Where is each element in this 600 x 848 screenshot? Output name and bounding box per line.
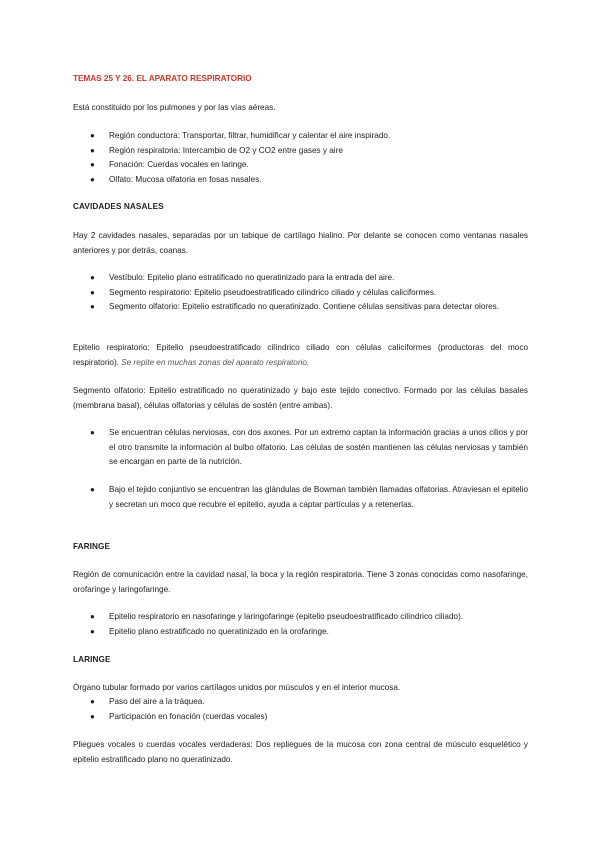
bullet-icon: ● — [90, 626, 95, 636]
list-item: ● Vestíbulo: Epitelio plano estratificado no queratinizado para la entrada del aire. — [73, 271, 528, 286]
bullet-icon: ● — [90, 428, 95, 437]
bullet-icon: ● — [90, 697, 95, 706]
bullet-icon: ● — [90, 273, 95, 282]
cavidades-list — [73, 271, 528, 315]
bullet-icon: ● — [90, 145, 95, 155]
olfatorio-paragraph: Segmento olfatorio: Epitelio estratificado no queratinizado y bajo este tejido conectivo. Formado por las células basales (membrana basal), células olfatorias y células de sostén (entre ambas). — [73, 386, 528, 410]
faringe-paragraph: Región de comunicación entre la cavidad nasal, la boca y la región respiratoria. Tiene 3 zonas conocidas como nasofaringe, orofaringe y laringofaringe. — [73, 570, 528, 594]
list-item: ● Región conductora: Transportar, filtrar, humidificar y calentar el aire inspirado. — [73, 129, 528, 144]
cavidades-paragraph: Hay 2 cavidades nasales, separadas por un tabique de cartílago hialino. Por delante se conocen como ventanas nasales anteriores y por detrás, coanas. — [73, 231, 528, 255]
laringe-list — [73, 695, 528, 724]
list-item: ● Paso del aire a la tráquea. — [73, 695, 528, 710]
olfatorio-list-b — [73, 483, 528, 512]
bullet-icon: ● — [90, 711, 95, 721]
bullet-icon: ● — [90, 302, 95, 311]
bullet-icon: ● — [90, 612, 95, 621]
list-item: ● Región respiratoria: Intercambio de O2 y CO2 entre gases y aire — [73, 144, 528, 159]
epitelio-paragraph: Epitelio respiratorio: Epitelio pseudoestratificado cilíndrico ciliado con células caliciformes (productoras del moco respiratorio). Se repite en muchas zonas del aparato respiratorio. — [73, 343, 528, 367]
list-item: ● Epitelio respiratorio en nasofaringe y laringofaringe (epitelio pseudoestratificado cilíndrico ciliado). — [73, 610, 528, 625]
list-item: ● Epitelio plano estratificado no queratinizado en la orofaringe. — [73, 625, 528, 640]
list-item: ● Participación en fonación (cuerdas vocales) — [73, 710, 528, 725]
section-heading-faringe: FARINGE — [73, 542, 111, 551]
section-heading-laringe: LARINGE — [73, 655, 111, 664]
list-item: ● Bajo el tejido conjuntivo se encuentran las glándulas de Bowman también llamadas olfatorias. Atraviesan el epitelio y secretan un moco que recubre el epitelio, ayuda a captar partículas y a retenerlas. — [90, 485, 528, 509]
bullet-icon: ● — [90, 485, 95, 494]
section-heading-cavidades: CAVIDADES NASALES — [73, 202, 164, 211]
list-item: ● Olfato: Mucosa olfatoria en fosas nasales. — [73, 173, 528, 188]
epitelio-note: Se repite en muchas zonas del aparato respiratorio. — [121, 357, 310, 367]
bullet-icon: ● — [90, 131, 95, 140]
bullet-icon: ● — [90, 160, 95, 169]
intro-list — [73, 129, 528, 187]
list-item: ● Segmento olfatorio: Epitelio estratificado no queratinizado. Contiene células sensitivas para detectar olores. — [73, 300, 528, 315]
bullet-icon: ● — [90, 174, 95, 184]
bullet-icon: ● — [90, 287, 95, 297]
pliegues-paragraph: Pliegues vocales o cuerdas vocales verdaderas: Dos repliegues de la mucosa con zona central de músculo esquelético y epitelio estratificado plano no queratinizado. — [73, 740, 528, 764]
list-item: ● Fonación: Cuerdas vocales en laringe. — [73, 158, 528, 173]
list-item: ● Segmento respiratorio: Epitelio pseudoestratificado cilíndrico ciliado y células caliciformes. — [73, 286, 528, 301]
intro-paragraph: Está constituido por los pulmones y por las vías aéreas. — [73, 103, 276, 112]
faringe-list — [73, 610, 528, 639]
page-title: TEMAS 25 Y 26. EL APARATO RESPIRATORIO — [73, 74, 252, 83]
olfatorio-list-a — [73, 426, 528, 470]
laringe-paragraph: Órgano tubular formado por varios cartílagos unidos por músculos y en el interior mucosa. — [73, 683, 401, 692]
list-item: ● Se encuentran células nerviosas, con dos axones. Por un extremo captan la información gracias a unos cilios y por el otro transmite la información al bulbo olfatorio. Las células de sostén mantienen las células nerviosas y también se encargan en parte de la nutrición. — [90, 428, 528, 466]
